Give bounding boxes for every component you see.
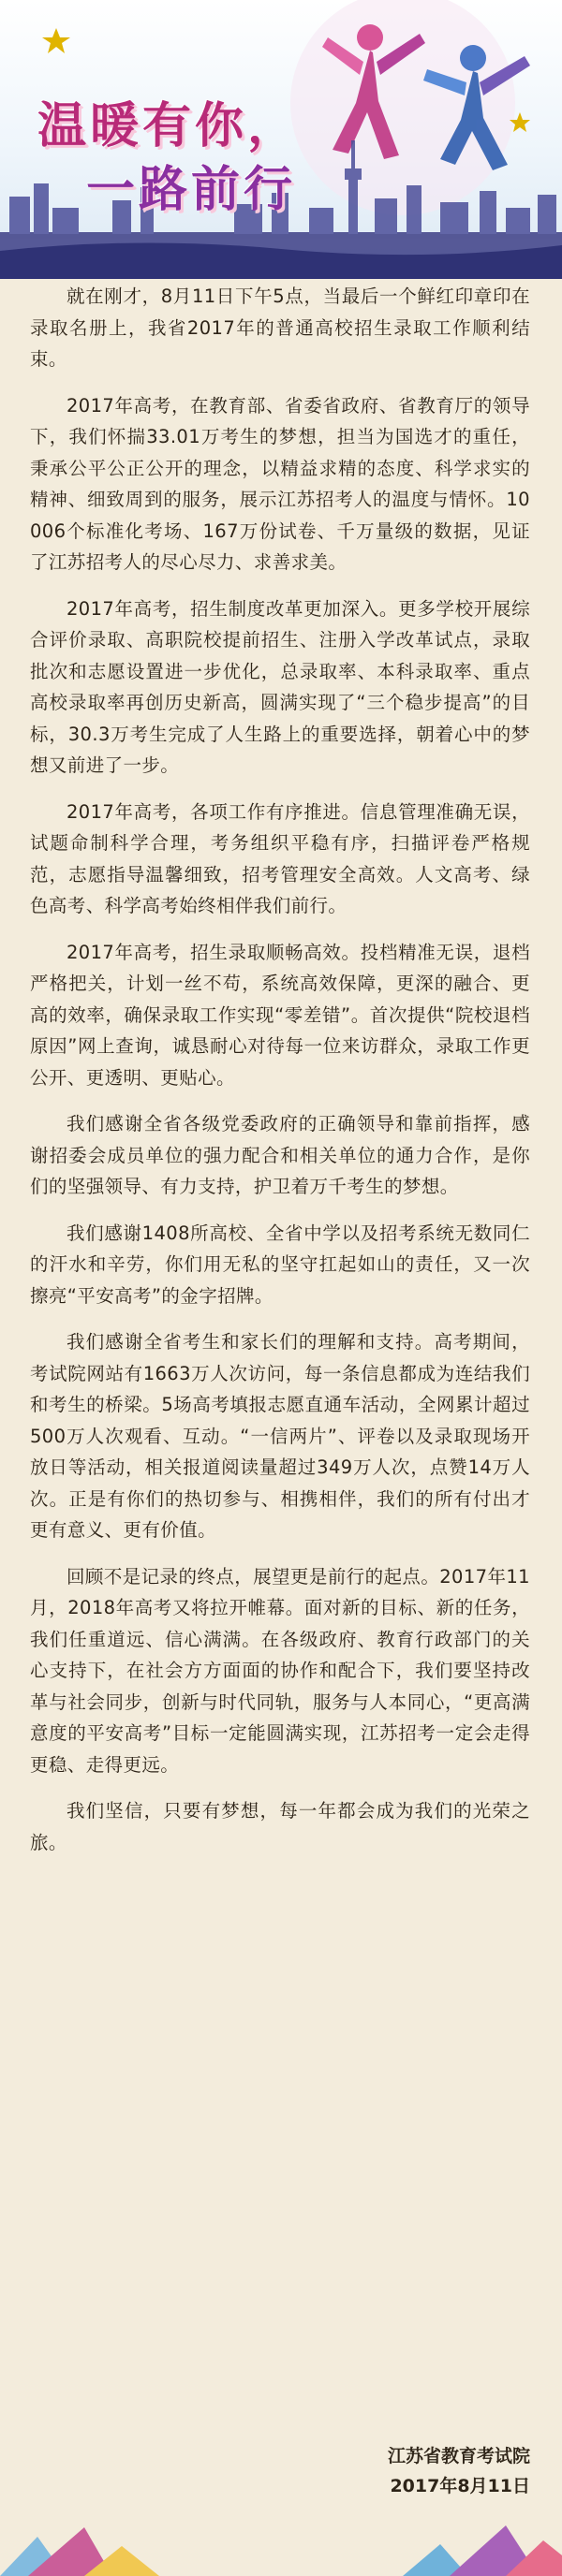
signature-org: 江苏省教育考试院: [387, 2446, 530, 2466]
header-banner: [0, 0, 562, 279]
paragraph-6: 我们感谢全省各级党委政府的正确领导和靠前指挥，感谢招委会成员单位的强力配合和相关单位的通力合作，是你们的坚强领导、有力支持，护卫着万千考生的梦想。: [30, 1113, 530, 1197]
paragraph-10: 我们坚信，只要有梦想，每一年都会成为我们的光荣之旅。: [30, 1800, 530, 1853]
footer-decoration: [0, 2518, 562, 2576]
signature-date: 2017年8月11日: [390, 2476, 530, 2496]
paragraph-8: 我们感谢全省考生和家长们的理解和支持。高考期间，考试院网站有1663万人次访问，每一条信息都成为连结我们和考生的桥梁。5场高考填报志愿直通车活动，全网累计超过500万人次观看、互动。“一信两片”、评卷以及录取现场开放日等活动，相关报道阅读量超过349万人次，点赞14万人次。正是有你们的热切参与、相携相伴，我们的所有付出才更有意义、更有价值。: [30, 1331, 530, 1541]
signature-block: [388, 2441, 530, 2501]
paragraph-9: 回顾不是记录的终点，展望更是前行的起点。2017年11月，2018年高考又将拉开帷幕。面对新的目标、新的任务，我们任重道远、信心满满。在各级政府、教育行政部门的关心支持下，在社会方方面面的协作和配合下，我们要坚持改革与社会同步，创新与时代同轨，服务与人本同心，“更高满意度的平安高考”目标一定能圆满实现，江苏招考一定会走得更稳、走得更远。: [30, 1565, 530, 1776]
banner-title-line-1: 温暖有你，: [37, 98, 301, 154]
article-body: [0, 281, 562, 1873]
paragraph-5: 2017年高考，招生录取顺畅高效。投档精准无误，退档严格把关，计划一丝不苟，系统高效保障，更深的融合、更高的效率，确保录取工作实现“零差错”。首次提供“院校退档原因”网上查询，诚恳耐心对待每一位来访群众，录取工作更公开、更透明、更贴心。: [30, 941, 530, 1089]
paragraph-1: 就在刚才，8月11日下午5点，当最后一个鲜红印章印在录取名册上，我省2017年的普通高校招生录取工作顺利结束。: [30, 285, 530, 370]
paragraph-4: 2017年高考，各项工作有序推进。信息管理准确无误，试题命制科学合理，考务组织平稳有序，扫描评卷严格规范，志愿指导温馨细致，招考管理安全高效。人文高考、绿色高考、科学高考始终相伴我们前行。: [30, 800, 530, 916]
paragraph-7: 我们感谢1408所高校、全省中学以及招考系统无数同仁的汗水和辛劳，你们用无私的坚守扛起如山的责任，又一次擦亮“平安高考”的金字招牌。: [30, 1222, 530, 1307]
paragraph-3: 2017年高考，招生制度改革更加深入。更多学校开展综合评价录取、高职院校提前招生、注册入学改革试点，录取批次和志愿设置进一步优化，总录取率、本科录取率、重点高校录取率再创历史新高，圆满实现了“三个稳步提高”的目标，30.3万考生完成了人生路上的重要选择，朝着心中的梦想又前进了一步。: [30, 597, 530, 776]
paragraph-2: 2017年高考，在教育部、省委省政府、省教育厅的领导下，我们怀揣33.01万考生的梦想，担当为国选才的重任，秉承公平公正公开的理念，以精益求精的态度、科学求实的精神、细致周到的服务，展示江苏招考人的温度与情怀。10006个标准化考场、167万份试卷、千万量级的数据，见证了江苏招考人的尽心尽力、求善求美。: [30, 394, 530, 573]
banner-title-line-2: 一路前行: [86, 162, 297, 218]
